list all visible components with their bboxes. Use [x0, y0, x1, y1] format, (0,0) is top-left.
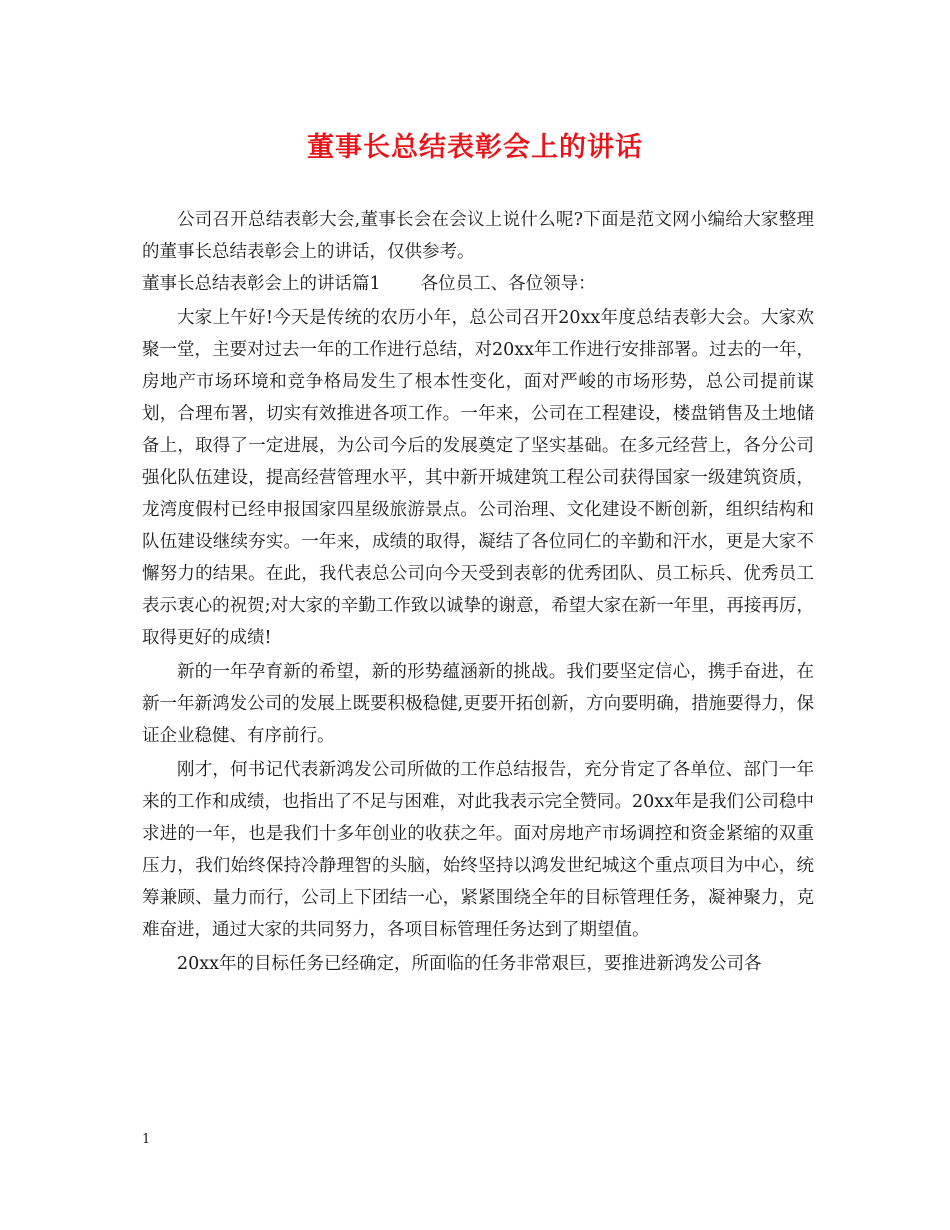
body-paragraph: 20xx年的目标任务已经确定，所面临的任务非常艰巨，要推进新鸿发公司各	[177, 954, 762, 974]
page-number: 1	[142, 1132, 151, 1147]
section-heading-line	[142, 268, 814, 300]
body-paragraph: 刚才，何书记代表新鸿发公司所做的工作总结报告，充分肯定了各单位、部门一年来的工作和成绩，也指出了不足与困难，对此我表示完全赞同。20xx年是我们公司稳中求进的一年，也是我们十多年创业的收获之年。面对房地产市场调控和资金紧缩的双重压力，我们始终保持冷静理智的头脑，始终坚持以鸿发世纪城这个重点项目为中心，统筹兼顾、量力而行，公司上下团结一心，紧紧围绕全年的目标管理任务，凝神聚力，克难奋进，通过大家的共同努力，各项目标管理任务达到了期望值。	[142, 760, 815, 940]
intro-paragraph: 公司召开总结表彰大会,董事长会在会议上说什么呢?下面是范文网小编给大家整理的董事长总结表彰会上的讲话，仅供参考。	[142, 210, 814, 262]
salutation: 各位员工、各位领导：	[420, 274, 596, 294]
body-paragraph: 新的一年孕育新的希望，新的形势蕴涵新的挑战。我们要坚定信心，携手奋进，在新一年新鸿发公司的发展上既要积极稳健,更要开拓创新，方向要明确，措施要得力，保证企业稳健、有序前行。	[142, 662, 814, 746]
document-title: 董事长总结表彰会上的讲话	[307, 132, 643, 163]
section-heading: 董事长总结表彰会上的讲话篇1	[142, 274, 381, 294]
body-paragraph: 大家上午好!今天是传统的农历小年，总公司召开20xx年度总结表彰大会。大家欢聚一堂，主要对过去一年的工作进行总结，对20xx年工作进行安排部署。过去的一年，房地产市场环境和竞争格局发生了根本性变化，面对严峻的市场形势，总公司提前谋划，合理布署，切实有效推进各项工作。一年来，公司在工程建设，楼盘销售及土地储备上，取得了一定进展，为公司今后的发展奠定了坚实基础。在多元经营上，各分公司强化队伍建设，提高经营管理水平，其中新开城建筑工程公司获得国家一级建筑资质，龙湾度假村已经申报国家四星级旅游景点。公司治理、文化建设不断创新，组织结构和队伍建设继续夯实。一年来，成绩的取得，凝结了各位同仁的辛勤和汗水，更是大家不懈努力的结果。在此，我代表总公司向今天受到表彰的优秀团队、员工标兵、优秀员工表示衷心的祝贺;对大家的辛勤工作致以诚挚的谢意，希望大家在新一年里，再接再厉，取得更好的成绩!	[142, 308, 815, 648]
document-body	[142, 204, 814, 980]
